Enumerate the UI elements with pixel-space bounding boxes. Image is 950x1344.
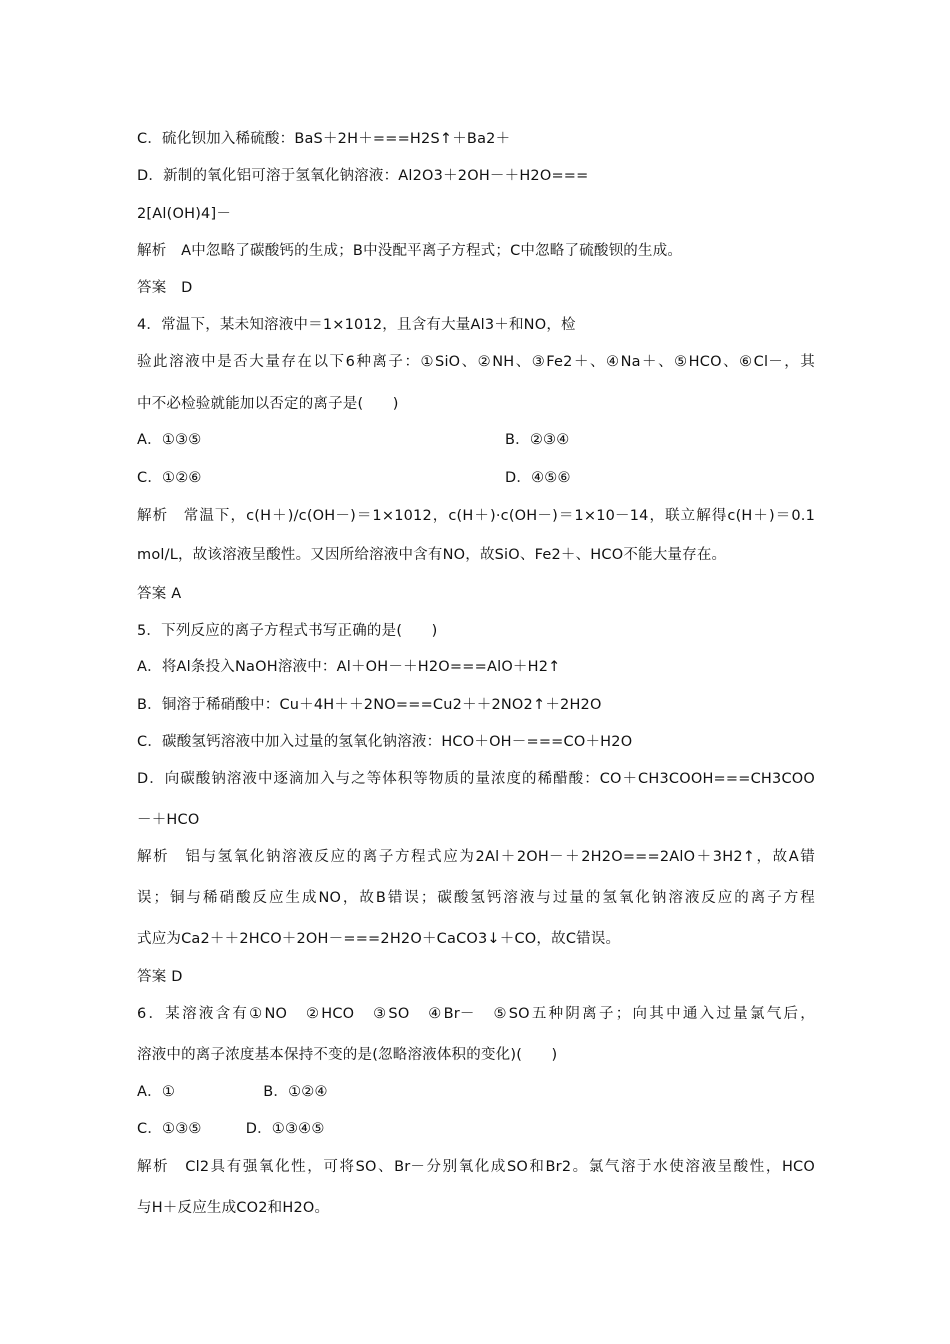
analysis-5-cont-2: 式应为Ca2＋＋2HCO＋2OH－===2H2O＋CaCO3↓＋CO，故C错误。 <box>137 931 621 947</box>
question-6-stem: 6．某溶液含有①NO ②HCO ③SO ④Br－ ⑤SO五种阴离子；向其中通入过量氯气后， <box>137 1006 815 1022</box>
analysis-4-cont: mol/L，故该溶液呈酸性。又因所给溶液中含有NO，故SiO、Fe2＋、HCO不能大量存在。 <box>137 547 727 563</box>
question-4-options-ab <box>137 428 815 449</box>
analysis-5: 解析 铝与氢氧化钠溶液反应的离子方程式应为2Al＋2OH－＋2H2O===2AlO＋3H2↑，故A错 <box>137 849 815 865</box>
answer-4: 答案 A <box>137 586 182 602</box>
question-5-option-c: C．碳酸氢钙溶液中加入过量的氢氧化钠溶液：HCO＋OH－===CO＋H2O <box>137 734 633 750</box>
analysis-4: 解析 常温下，c(H＋)/c(OH－)＝1×1012，c(H＋)·c(OH－)＝1×10－14，联立解得c(H＋)＝0.1 <box>137 508 815 524</box>
option-d-continuation: 2[Al(OH)4]－ <box>137 206 232 222</box>
question-5-stem: 5．下列反应的离子方程式书写正确的是( ) <box>137 623 438 639</box>
question-5-option-a: A．将Al条投入NaOH溶液中：Al＋OH－＋H2O===AlO＋H2↑ <box>137 659 561 675</box>
question-5-option-b: B．铜溶于稀硝酸中：Cu＋4H＋＋2NO===Cu2＋＋2NO2↑＋2H2O <box>137 697 602 713</box>
question-4-stem-3: 中不必检验就能加以否定的离子是( ) <box>137 396 399 412</box>
option-c-line: C．硫化钡加入稀硫酸：BaS＋2H＋===H2S↑＋Ba2＋ <box>137 131 511 147</box>
answer-5: 答案 D <box>137 969 183 985</box>
answer-3: 答案 D <box>137 280 193 296</box>
option-b: B．②③④ <box>505 432 570 448</box>
option-d: D．④⑤⑥ <box>505 470 571 486</box>
option-c: C．①②⑥ <box>137 470 202 486</box>
analysis-3: 解析 A中忽略了碳酸钙的生成；B中没配平离子方程式；C中忽略了硫酸钡的生成。 <box>137 243 683 259</box>
option-d-line: D．新制的氧化铝可溶于氢氧化钠溶液：Al2O3＋2OH－＋H2O=== <box>137 168 589 184</box>
question-6-stem-2: 溶液中的离子浓度基本保持不变的是(忽略溶液体积的变化)( ) <box>137 1047 558 1063</box>
question-5-option-d: D．向碳酸钠溶液中逐滴加入与之等体积等物质的量浓度的稀醋酸：CO＋CH3COOH===CH3COO <box>137 771 815 787</box>
option-a: A．①③⑤ <box>137 432 202 448</box>
question-5-option-d-cont: －＋HCO <box>137 812 200 828</box>
analysis-5-cont: 误；铜与稀硝酸反应生成NO，故B错误；碳酸氢钙溶液与过量的氢氧化钠溶液反应的离子方程 <box>137 890 815 906</box>
question-6-options-cd: C．①③⑤ D．①③④⑤ <box>137 1121 325 1137</box>
question-6-options-ab: A．① B．①②④ <box>137 1084 328 1100</box>
question-4-stem-2: 验此溶液中是否大量存在以下6种离子：①SiO、②NH、③Fe2＋、④Na＋、⑤HCO、⑥Cl－，其 <box>137 354 815 370</box>
question-4-options-cd <box>137 466 815 487</box>
question-4-stem: 4．常温下，某未知溶液中＝1×1012，且含有大量Al3＋和NO，检 <box>137 317 576 333</box>
analysis-6: 解析 Cl2具有强氧化性，可将SO、Br－分别氧化成SO和Br2。氯气溶于水使溶液呈酸性，HCO <box>137 1159 815 1175</box>
analysis-6-cont: 与H＋反应生成CO2和H2O。 <box>137 1200 330 1216</box>
